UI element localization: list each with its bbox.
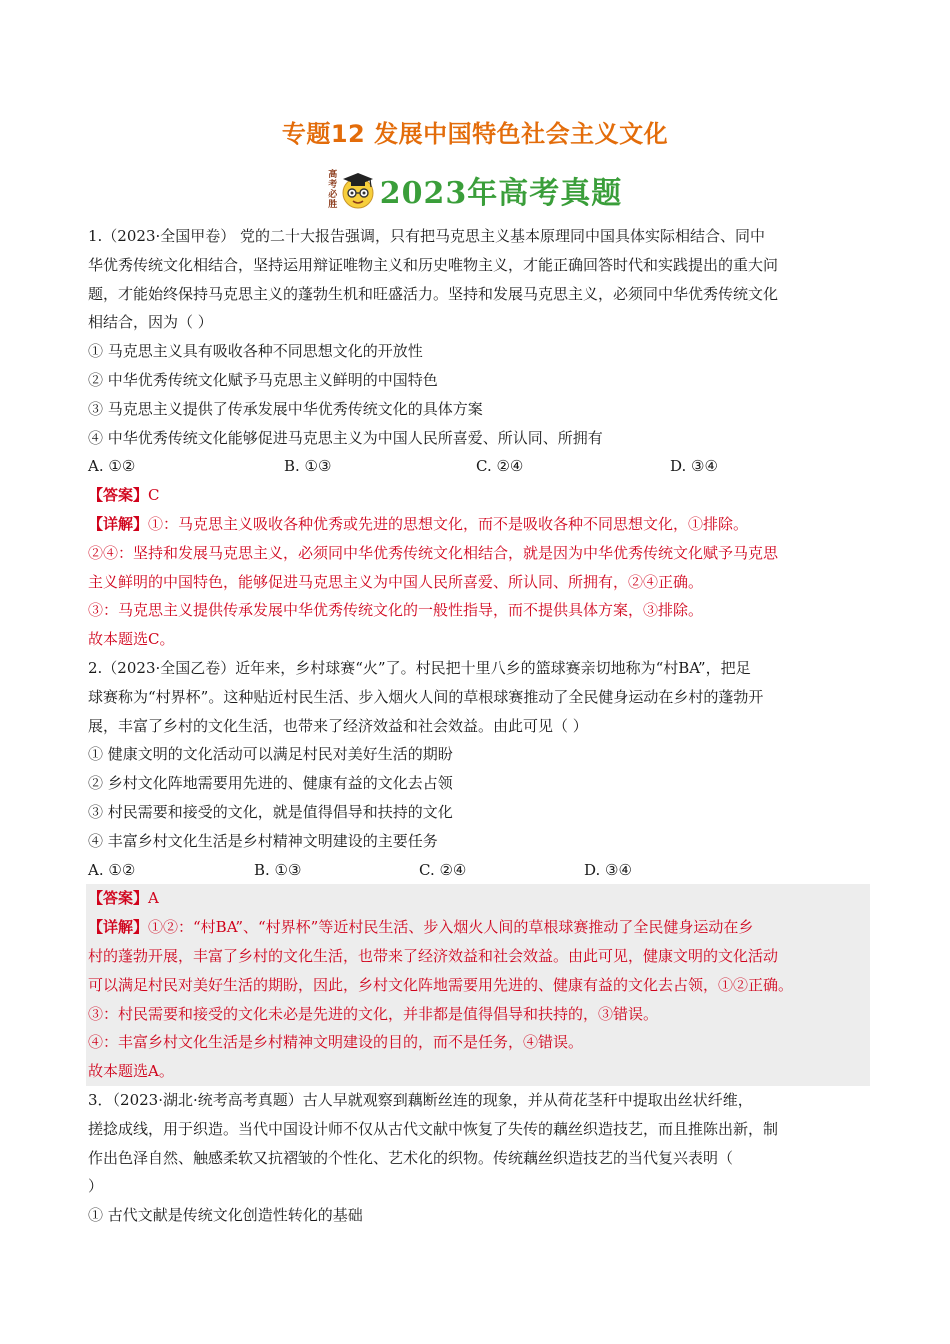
question-2 [88,654,868,1086]
graduate-emoji-icon [340,171,376,209]
detail-tag: 【详解】 [88,514,149,533]
question-item: ① 健康文明的文化活动可以满足村民对美好生活的期盼 [88,745,453,764]
question-item: ① 马克思主义具有吸收各种不同思想文化的开放性 [88,342,423,361]
question-stem-line: 题，才能始终保持马克思主义的蓬勃生机和旺盛活力。坚持和发展马克思主义，必须同中华优秀传统文化 [88,284,779,303]
question-stem-line: 1.（2023·全国甲卷） 党的二十大报告强调，只有把马克思主义基本原理同中国具体实际相结合、同中 [88,227,766,245]
answer-value: C [148,486,160,505]
answer-line [88,884,870,913]
option-c: C. ②④ [476,457,524,476]
question-item: ④ 丰富乡村文化生活是乡村精神文明建设的主要任务 [88,831,438,850]
question-stem-line: ） [88,1177,104,1196]
detail-line: 故本题选A。 [88,1062,174,1081]
answer-tag: 【答案】 [88,486,149,505]
section-banner [0,166,950,214]
question-item: ② 中华优秀传统文化赋予马克思主义鲜明的中国特色 [88,370,438,389]
question-stem-line: 华优秀传统文化相结合，坚持运用辩证唯物主义和历史唯物主义，才能正确回答时代和实践提出的重大问 [88,255,779,274]
option-c: C. ②④ [419,860,467,879]
answer-line [88,481,868,510]
answer-tag: 【答案】 [88,889,149,908]
banner-title: 2023年高考真题 [379,176,623,211]
option-a: A. ①② [88,860,136,879]
detail-line: 村的蓬勃开展，丰富了乡村的文化生活，也带来了经济效益和社会效益。由此可见，健康文明的文化活动 [88,946,779,965]
detail-text: ①②：“村BA”、“村界杯”等近村民生活、步入烟火人间的草根球赛推动了全民健身运动在乡 [148,918,754,937]
question-item: ③ 马克思主义提供了传承发展中华优秀传统文化的具体方案 [88,399,483,418]
answer-box [86,884,870,1086]
questions-content [88,222,868,1230]
detail-line [88,510,868,539]
option-b: B. ①③ [254,860,302,879]
detail-line: 故本题选C。 [88,630,175,649]
question-stem-line: 相结合，因为（ ） [88,313,213,332]
detail-line: ④：丰富乡村文化生活是乡村精神文明建设的目的，而不是任务，④错误。 [88,1033,584,1052]
option-b: B. ①③ [284,457,332,476]
answer-value: A [148,889,159,908]
question-stem-line: 作出色泽自然、触感柔软又抗褶皱的个性化、艺术化的织物。传统藕丝织造技艺的当代复兴表明（ [88,1148,734,1167]
answer-options [88,452,868,481]
detail-line: 主义鲜明的中国特色，能够促进马克思主义为中国人民所喜爱、所认同、所拥有，②④正确。 [88,572,704,591]
question-item: ④ 中华优秀传统文化能够促进马克思主义为中国人民所喜爱、所认同、所拥有 [88,428,603,447]
option-d: D. ③④ [584,860,632,879]
detail-line [88,913,870,942]
question-item: ① 古代文献是传统文化创造性转化的基础 [88,1206,363,1225]
detail-line: ②④：坚持和发展马克思主义，必须同中华优秀传统文化相结合，就是因为中华优秀传统文化赋予马克思 [88,543,779,562]
banner-logo [328,170,376,210]
answer-options [88,856,868,885]
detail-line: ③：马克思主义提供传承发展中华优秀传统文化的一般性指导，而不提供具体方案，③排除。 [88,601,704,620]
question-1 [88,222,868,654]
option-a: A. ①② [88,457,136,476]
logo-text: 高考必胜 [328,170,338,210]
question-stem-line: 3．（2023·湖北·统考高考真题）古人早就观察到藕断丝连的现象，并从荷花茎秆中提取出丝状纤维， [88,1090,753,1109]
detail-text: ①：马克思主义吸收各种优秀或先进的思想文化，而不是吸收各种不同思想文化，①排除。 [148,514,749,533]
question-stem-line: 搓捻成线，用于织造。当代中国设计师不仅从古代文献中恢复了失传的藕丝织造技艺，而且推陈出新，制 [88,1119,779,1138]
page-title: 专题12 发展中国特色社会主义文化 [281,120,669,148]
question-item: ③ 村民需要和接受的文化，就是值得倡导和扶持的文化 [88,802,453,821]
question-stem-line: 展，丰富了乡村的文化生活，也带来了经济效益和社会效益。由此可见（ ） [88,716,588,735]
question-item: ② 乡村文化阵地需要用先进的、健康有益的文化去占领 [88,774,453,793]
detail-line: ③：村民需要和接受的文化未必是先进的文化，并非都是值得倡导和扶持的，③错误。 [88,1004,659,1023]
detail-tag: 【详解】 [88,918,149,937]
option-d: D. ③④ [670,457,718,476]
question-stem-line: 2.（2023·全国乙卷）近年来，乡村球赛“火”了。村民把十里八乡的篮球赛亲切地称为“村BA”，把足 [88,658,751,677]
question-3 [88,1086,868,1230]
detail-line: 可以满足村民对美好生活的期盼，因此，乡村文化阵地需要用先进的、健康有益的文化去占领，①②正确。 [88,975,794,994]
question-stem-line: 球赛称为“村界杯”。这种贴近村民生活、步入烟火人间的草根球赛推动了全民健身运动在乡村的蓬勃开 [88,687,764,706]
